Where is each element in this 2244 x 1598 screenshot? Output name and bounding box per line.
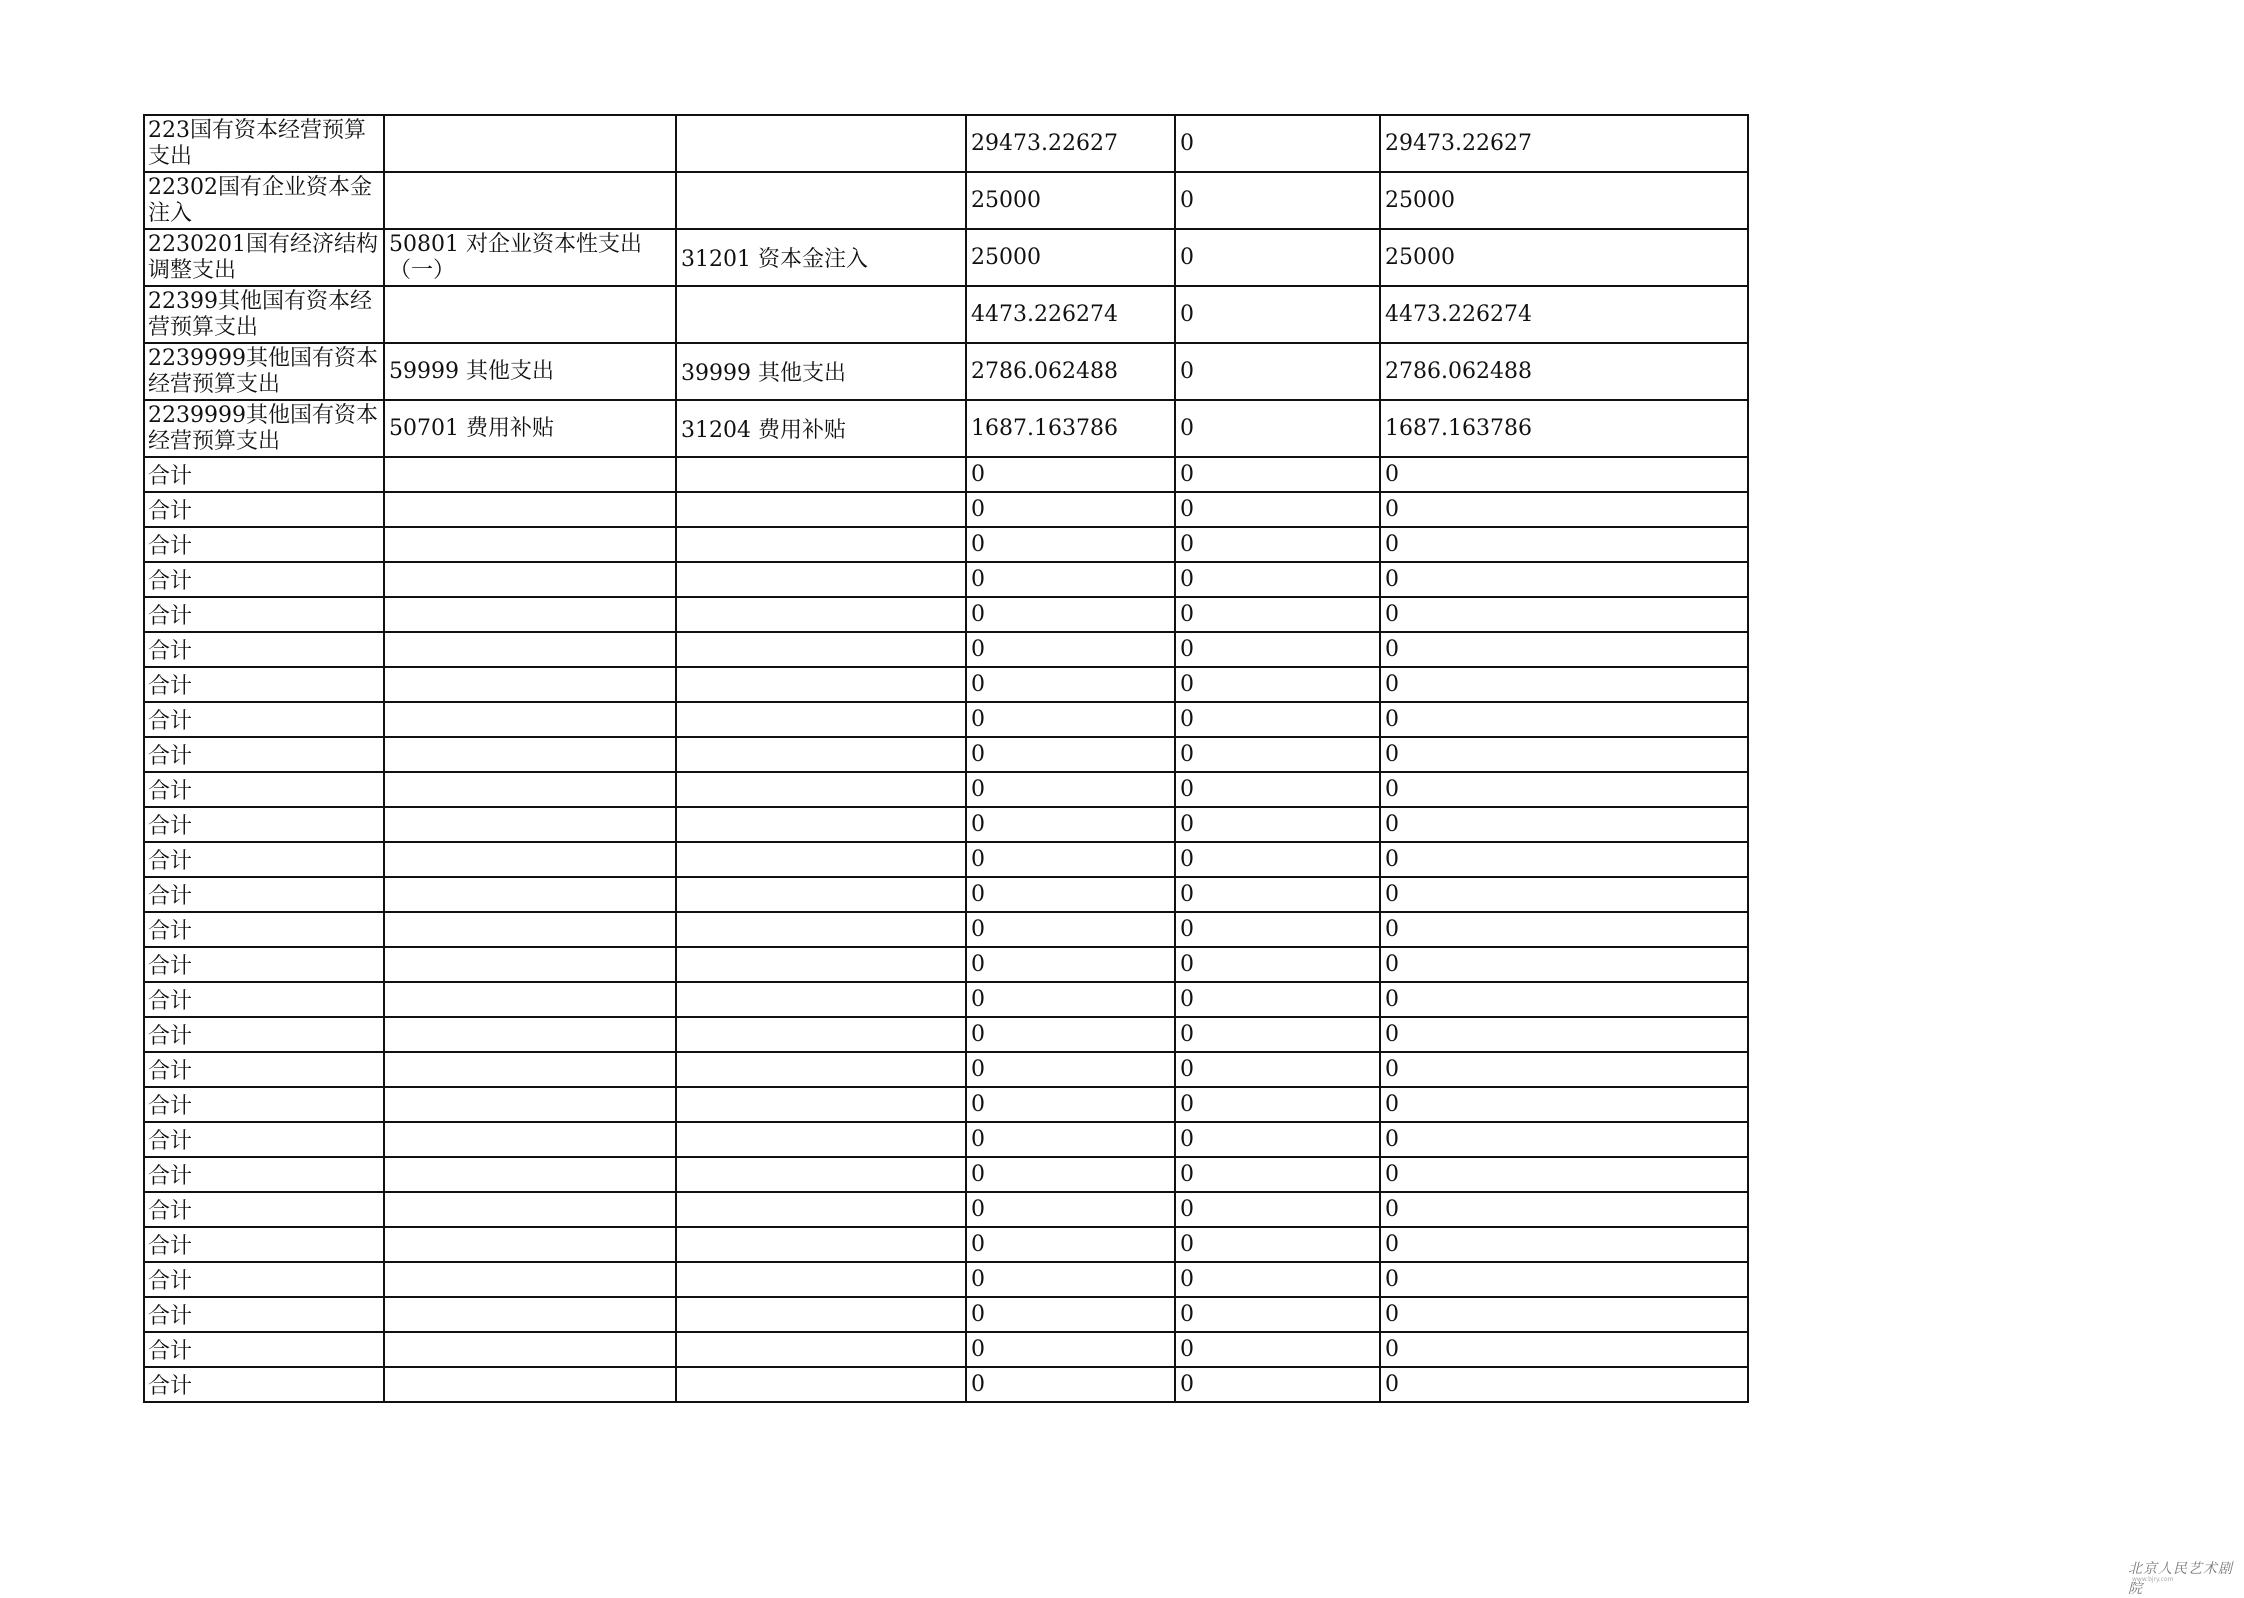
total-row <box>144 667 1748 702</box>
empty-cell <box>384 807 676 842</box>
other-amount-cell: 0 <box>1175 1052 1380 1087</box>
amount-cell: 0 <box>966 1367 1175 1402</box>
total-amount-cell: 0 <box>1380 912 1748 947</box>
dept-economic-category-cell: 31201 资本金注入 <box>676 229 966 286</box>
total-label-cell: 合计 <box>144 492 384 527</box>
total-label-cell: 合计 <box>144 1157 384 1192</box>
total-label-cell: 合计 <box>144 1297 384 1332</box>
amount-cell: 0 <box>966 982 1175 1017</box>
empty-cell <box>384 492 676 527</box>
other-amount-cell: 0 <box>1175 807 1380 842</box>
amount-cell: 4473.226274 <box>966 286 1175 343</box>
amount-cell: 0 <box>966 667 1175 702</box>
total-row <box>144 807 1748 842</box>
empty-cell <box>676 1052 966 1087</box>
total-row <box>144 597 1748 632</box>
amount-cell: 0 <box>966 1262 1175 1297</box>
total-label-cell: 合计 <box>144 807 384 842</box>
dept-economic-category-cell <box>676 172 966 229</box>
empty-cell <box>676 1262 966 1297</box>
other-amount-cell: 0 <box>1175 1087 1380 1122</box>
table-row <box>144 229 1748 286</box>
other-amount-cell: 0 <box>1175 1122 1380 1157</box>
total-row <box>144 1297 1748 1332</box>
total-amount-cell: 25000 <box>1380 229 1748 286</box>
total-amount-cell: 0 <box>1380 632 1748 667</box>
total-row <box>144 632 1748 667</box>
total-label-cell: 合计 <box>144 877 384 912</box>
total-amount-cell: 0 <box>1380 457 1748 492</box>
other-amount-cell: 0 <box>1175 772 1380 807</box>
other-amount-cell: 0 <box>1175 115 1380 172</box>
other-amount-cell: 0 <box>1175 1192 1380 1227</box>
total-amount-cell: 2786.062488 <box>1380 343 1748 400</box>
empty-cell <box>676 772 966 807</box>
amount-cell: 0 <box>966 772 1175 807</box>
other-amount-cell: 0 <box>1175 667 1380 702</box>
total-row <box>144 737 1748 772</box>
total-amount-cell: 4473.226274 <box>1380 286 1748 343</box>
amount-cell: 1687.163786 <box>966 400 1175 457</box>
total-row <box>144 772 1748 807</box>
total-row <box>144 947 1748 982</box>
empty-cell <box>384 737 676 772</box>
total-amount-cell: 0 <box>1380 667 1748 702</box>
amount-cell: 0 <box>966 947 1175 982</box>
total-amount-cell: 0 <box>1380 1157 1748 1192</box>
empty-cell <box>384 1332 676 1367</box>
empty-cell <box>384 1192 676 1227</box>
amount-cell: 0 <box>966 632 1175 667</box>
empty-cell <box>384 597 676 632</box>
total-label-cell: 合计 <box>144 912 384 947</box>
empty-cell <box>676 982 966 1017</box>
total-amount-cell: 0 <box>1380 1192 1748 1227</box>
empty-cell <box>384 1017 676 1052</box>
total-row <box>144 702 1748 737</box>
total-label-cell: 合计 <box>144 597 384 632</box>
empty-cell <box>384 667 676 702</box>
other-amount-cell: 0 <box>1175 286 1380 343</box>
total-row <box>144 1157 1748 1192</box>
total-row <box>144 982 1748 1017</box>
dept-economic-category-cell: 39999 其他支出 <box>676 343 966 400</box>
empty-cell <box>676 1332 966 1367</box>
total-amount-cell: 0 <box>1380 1367 1748 1402</box>
empty-cell <box>384 982 676 1017</box>
empty-cell <box>676 457 966 492</box>
other-amount-cell: 0 <box>1175 229 1380 286</box>
empty-cell <box>384 632 676 667</box>
amount-cell: 0 <box>966 527 1175 562</box>
total-row <box>144 1087 1748 1122</box>
empty-cell <box>384 772 676 807</box>
total-row <box>144 1192 1748 1227</box>
total-row <box>144 1017 1748 1052</box>
total-label-cell: 合计 <box>144 1192 384 1227</box>
total-amount-cell: 25000 <box>1380 172 1748 229</box>
amount-cell: 0 <box>966 1087 1175 1122</box>
function-category-cell: 22302国有企业资本金注入 <box>144 172 384 229</box>
total-row <box>144 877 1748 912</box>
empty-cell <box>676 842 966 877</box>
empty-cell <box>384 562 676 597</box>
other-amount-cell: 0 <box>1175 1367 1380 1402</box>
table-row <box>144 115 1748 172</box>
total-label-cell: 合计 <box>144 527 384 562</box>
amount-cell: 0 <box>966 807 1175 842</box>
amount-cell: 0 <box>966 1017 1175 1052</box>
amount-cell: 0 <box>966 492 1175 527</box>
total-amount-cell: 0 <box>1380 1087 1748 1122</box>
amount-cell: 0 <box>966 457 1175 492</box>
amount-cell: 0 <box>966 597 1175 632</box>
empty-cell <box>676 807 966 842</box>
amount-cell: 0 <box>966 737 1175 772</box>
watermark-url: www.bjry.com <box>2132 1576 2174 1583</box>
other-amount-cell: 0 <box>1175 172 1380 229</box>
total-label-cell: 合计 <box>144 1122 384 1157</box>
total-amount-cell: 0 <box>1380 1052 1748 1087</box>
amount-cell: 0 <box>966 842 1175 877</box>
total-row <box>144 527 1748 562</box>
other-amount-cell: 0 <box>1175 1262 1380 1297</box>
other-amount-cell: 0 <box>1175 877 1380 912</box>
empty-cell <box>676 912 966 947</box>
total-amount-cell: 0 <box>1380 492 1748 527</box>
total-amount-cell: 0 <box>1380 947 1748 982</box>
total-label-cell: 合计 <box>144 1017 384 1052</box>
empty-cell <box>676 667 966 702</box>
table-row <box>144 400 1748 457</box>
other-amount-cell: 0 <box>1175 527 1380 562</box>
function-category-cell: 2239999其他国有资本经营预算支出 <box>144 343 384 400</box>
total-label-cell: 合计 <box>144 632 384 667</box>
total-row <box>144 1227 1748 1262</box>
empty-cell <box>676 877 966 912</box>
empty-cell <box>384 457 676 492</box>
empty-cell <box>384 1227 676 1262</box>
total-amount-cell: 0 <box>1380 807 1748 842</box>
total-label-cell: 合计 <box>144 737 384 772</box>
amount-cell: 2786.062488 <box>966 343 1175 400</box>
total-row <box>144 842 1748 877</box>
amount-cell: 0 <box>966 1332 1175 1367</box>
table-row <box>144 343 1748 400</box>
total-amount-cell: 0 <box>1380 562 1748 597</box>
amount-cell: 25000 <box>966 229 1175 286</box>
other-amount-cell: 0 <box>1175 1297 1380 1332</box>
gov-economic-category-cell: 50801 对企业资本性支出（一） <box>384 229 676 286</box>
total-row <box>144 912 1748 947</box>
budget-table-body <box>144 115 1748 1402</box>
amount-cell: 25000 <box>966 172 1175 229</box>
amount-cell: 0 <box>966 1192 1175 1227</box>
function-category-cell: 2230201国有经济结构调整支出 <box>144 229 384 286</box>
empty-cell <box>676 737 966 772</box>
total-label-cell: 合计 <box>144 457 384 492</box>
empty-cell <box>676 702 966 737</box>
function-category-cell: 2239999其他国有资本经营预算支出 <box>144 400 384 457</box>
total-row <box>144 1052 1748 1087</box>
empty-cell <box>384 1087 676 1122</box>
total-row <box>144 457 1748 492</box>
amount-cell: 0 <box>966 877 1175 912</box>
empty-cell <box>384 1157 676 1192</box>
amount-cell: 0 <box>966 562 1175 597</box>
other-amount-cell: 0 <box>1175 400 1380 457</box>
amount-cell: 0 <box>966 912 1175 947</box>
empty-cell <box>676 1017 966 1052</box>
amount-cell: 0 <box>966 1122 1175 1157</box>
total-amount-cell: 0 <box>1380 772 1748 807</box>
total-label-cell: 合计 <box>144 1367 384 1402</box>
total-amount-cell: 0 <box>1380 877 1748 912</box>
empty-cell <box>384 1262 676 1297</box>
other-amount-cell: 0 <box>1175 737 1380 772</box>
total-amount-cell: 0 <box>1380 982 1748 1017</box>
total-amount-cell: 0 <box>1380 702 1748 737</box>
empty-cell <box>384 1122 676 1157</box>
other-amount-cell: 0 <box>1175 912 1380 947</box>
empty-cell <box>384 842 676 877</box>
total-label-cell: 合计 <box>144 982 384 1017</box>
empty-cell <box>384 912 676 947</box>
dept-economic-category-cell <box>676 286 966 343</box>
total-amount-cell: 0 <box>1380 1017 1748 1052</box>
amount-cell: 0 <box>966 1297 1175 1332</box>
empty-cell <box>676 1192 966 1227</box>
empty-cell <box>384 702 676 737</box>
amount-cell: 0 <box>966 1052 1175 1087</box>
other-amount-cell: 0 <box>1175 457 1380 492</box>
amount-cell: 29473.22627 <box>966 115 1175 172</box>
table-row <box>144 172 1748 229</box>
total-row <box>144 1122 1748 1157</box>
other-amount-cell: 0 <box>1175 1157 1380 1192</box>
other-amount-cell: 0 <box>1175 947 1380 982</box>
amount-cell: 0 <box>966 1157 1175 1192</box>
total-amount-cell: 0 <box>1380 1332 1748 1367</box>
other-amount-cell: 0 <box>1175 343 1380 400</box>
budget-table <box>143 114 1749 1403</box>
total-label-cell: 合计 <box>144 562 384 597</box>
total-row <box>144 1262 1748 1297</box>
total-amount-cell: 1687.163786 <box>1380 400 1748 457</box>
empty-cell <box>676 1087 966 1122</box>
empty-cell <box>384 877 676 912</box>
other-amount-cell: 0 <box>1175 1227 1380 1262</box>
empty-cell <box>676 562 966 597</box>
total-label-cell: 合计 <box>144 842 384 877</box>
total-row <box>144 1367 1748 1402</box>
empty-cell <box>676 1367 966 1402</box>
watermark-logo: 北京人民艺术剧院 <box>2128 1561 2233 1597</box>
other-amount-cell: 0 <box>1175 702 1380 737</box>
other-amount-cell: 0 <box>1175 562 1380 597</box>
empty-cell <box>676 597 966 632</box>
empty-cell <box>384 1297 676 1332</box>
total-amount-cell: 0 <box>1380 1262 1748 1297</box>
empty-cell <box>676 1157 966 1192</box>
total-label-cell: 合计 <box>144 1262 384 1297</box>
total-amount-cell: 0 <box>1380 737 1748 772</box>
total-label-cell: 合计 <box>144 772 384 807</box>
other-amount-cell: 0 <box>1175 492 1380 527</box>
function-category-cell: 223国有资本经营预算支出 <box>144 115 384 172</box>
other-amount-cell: 0 <box>1175 982 1380 1017</box>
empty-cell <box>676 492 966 527</box>
amount-cell: 0 <box>966 1227 1175 1262</box>
total-label-cell: 合计 <box>144 1332 384 1367</box>
empty-cell <box>676 947 966 982</box>
total-amount-cell: 0 <box>1380 527 1748 562</box>
gov-economic-category-cell: 59999 其他支出 <box>384 343 676 400</box>
table-row <box>144 286 1748 343</box>
function-category-cell: 22399其他国有资本经营预算支出 <box>144 286 384 343</box>
total-label-cell: 合计 <box>144 1227 384 1262</box>
gov-economic-category-cell: 50701 费用补贴 <box>384 400 676 457</box>
total-amount-cell: 29473.22627 <box>1380 115 1748 172</box>
total-row <box>144 492 1748 527</box>
empty-cell <box>676 527 966 562</box>
other-amount-cell: 0 <box>1175 1017 1380 1052</box>
empty-cell <box>384 527 676 562</box>
total-amount-cell: 0 <box>1380 1297 1748 1332</box>
empty-cell <box>384 947 676 982</box>
empty-cell <box>384 1052 676 1087</box>
total-row <box>144 1332 1748 1367</box>
total-label-cell: 合计 <box>144 667 384 702</box>
total-label-cell: 合计 <box>144 1052 384 1087</box>
empty-cell <box>676 1122 966 1157</box>
empty-cell <box>676 632 966 667</box>
total-label-cell: 合计 <box>144 702 384 737</box>
dept-economic-category-cell: 31204 费用补贴 <box>676 400 966 457</box>
amount-cell: 0 <box>966 702 1175 737</box>
total-row <box>144 562 1748 597</box>
total-amount-cell: 0 <box>1380 1227 1748 1262</box>
empty-cell <box>384 1367 676 1402</box>
gov-economic-category-cell <box>384 172 676 229</box>
gov-economic-category-cell <box>384 115 676 172</box>
total-label-cell: 合计 <box>144 947 384 982</box>
total-label-cell: 合计 <box>144 1087 384 1122</box>
dept-economic-category-cell <box>676 115 966 172</box>
total-amount-cell: 0 <box>1380 597 1748 632</box>
other-amount-cell: 0 <box>1175 597 1380 632</box>
empty-cell <box>676 1297 966 1332</box>
other-amount-cell: 0 <box>1175 1332 1380 1367</box>
total-amount-cell: 0 <box>1380 1122 1748 1157</box>
empty-cell <box>676 1227 966 1262</box>
total-amount-cell: 0 <box>1380 842 1748 877</box>
other-amount-cell: 0 <box>1175 842 1380 877</box>
gov-economic-category-cell <box>384 286 676 343</box>
other-amount-cell: 0 <box>1175 632 1380 667</box>
